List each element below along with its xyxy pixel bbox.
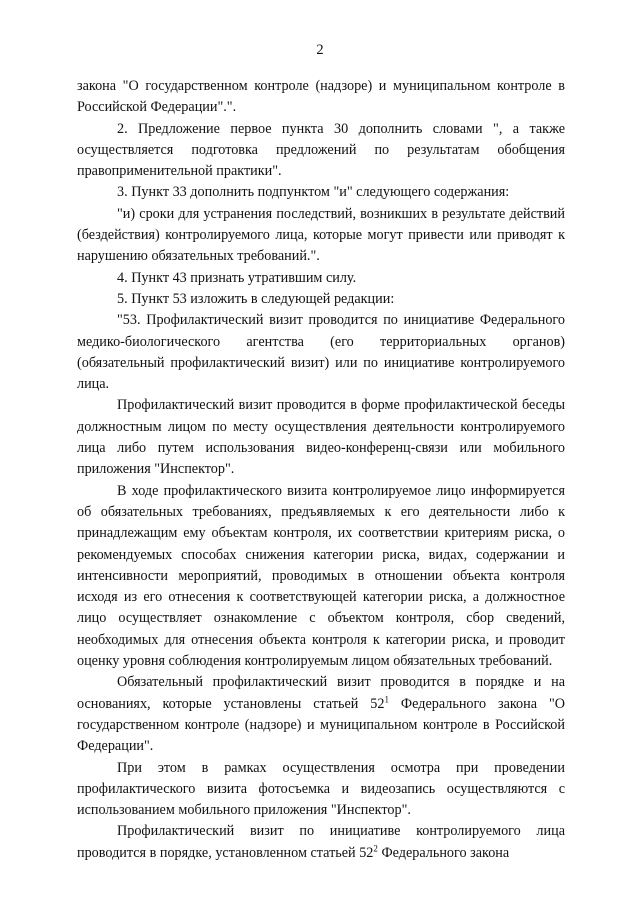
paragraph-item-3: 3. Пункт 33 дополнить подпунктом "и" следующего содержания:: [117, 184, 510, 201]
text-after-sup: Федерального закона: [377, 844, 510, 861]
paragraph-item-4: 4. Пункт 43 признать утратившим силу.: [117, 269, 357, 286]
text-before-sup: Обязательный профилактический визит проводится в порядке и на основаниях, которые установлены статьей 52: [77, 674, 565, 712]
paragraph-point-53: "53. Профилактический визит проводится по инициативе Федерального медико-биологического агентства (его территориальных органов) (обязательный профилактический визит) или по инициативе контролируемого лица.: [77, 312, 565, 393]
paragraph-visit-form: Профилактический визит проводится в форме профилактической беседы должностным лицом по месту осуществления деятельности контролируемого лица либо путем использования видео-конференц-связи или мобильного приложения "Инспектор".: [77, 397, 565, 478]
superscript: 1: [384, 693, 389, 704]
paragraph-subitem-i: "и) сроки для устранения последствий, возникших в результате действий (бездействия) контролируемого лица, которые могут привести или приводят к нарушению обязательных требований.".: [77, 205, 565, 265]
paragraph-mandatory-visit: [77, 672, 565, 757]
text-before-sup: Профилактический визит по инициативе контролируемого лица проводится в порядке, установленном статьей 52: [77, 823, 565, 861]
paragraph-visit-content: В ходе профилактического визита контролируемое лицо информируется об обязательных требованиях, предъявляемых к его деятельности либо к принадлежащим ему объектам контроля, их соответствии критериям риска, о рекомендуемых способах снижения категории риска, видах, содержании и интенсивности мероприятий, проводимых в отношении объекта контроля исходя из его отнесения к соответствующей категории риска, а должностное лицо осуществляет ознакомление с объектом контроля, сбор сведений, необходимых для отнесения объекта контроля к категории риска, и проводит оценку уровня соблюдения контролируемым лицом обязательных требований.: [77, 482, 565, 670]
text-after-sup: Федерального закона "О государственном контроле (надзоре) и муниципальном контроле в Российской Федерации".: [77, 695, 565, 755]
paragraph-item-2: 2. Предложение первое пункта 30 дополнить словами ", а также осуществляется подготовка предложений по результатам обобщения правоприменительной практики".: [77, 120, 565, 180]
superscript: 2: [373, 842, 378, 853]
paragraph-initiative-visit: [77, 821, 565, 864]
page-number: 2: [316, 42, 324, 58]
paragraph-law-name-end: закона "О государственном контроле (надзоре) и муниципальном контроле в Российской Федерации".".: [77, 78, 565, 116]
document-body: [77, 76, 565, 864]
paragraph-photo-video: При этом в рамках осуществления осмотра при проведении профилактического визита фотосъемка и видеозапись осуществляются с использованием мобильного приложения "Инспектор".: [77, 759, 565, 819]
paragraph-item-5: 5. Пункт 53 изложить в следующей редакции:: [117, 290, 395, 307]
